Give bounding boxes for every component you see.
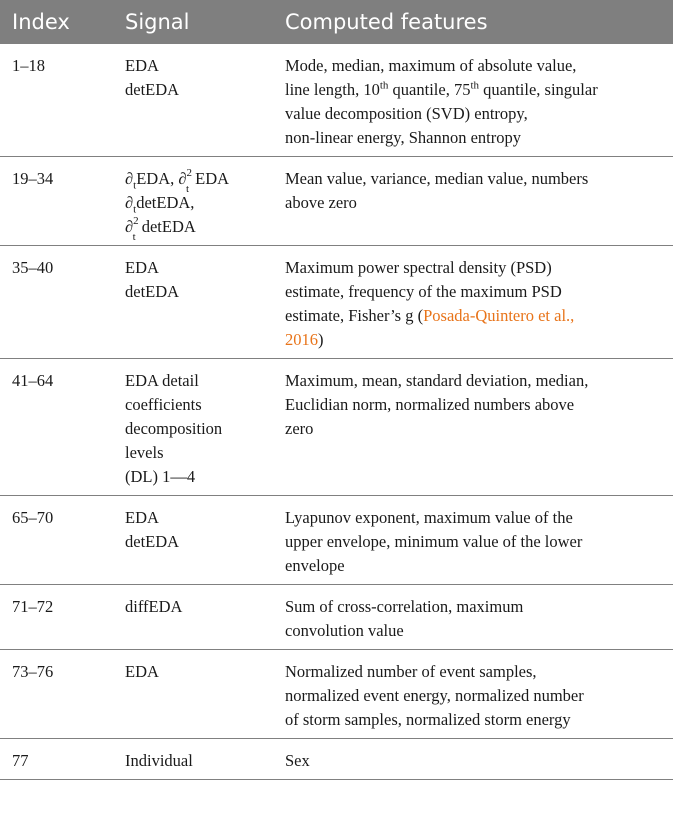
cell-index: 1–18 bbox=[0, 44, 113, 157]
header-features: Computed features bbox=[273, 0, 673, 44]
cell-signal: EDA bbox=[113, 650, 273, 739]
cell-features: Lyapunov exponent, maximum value of the upper envelope, minimum value of the lower envelope bbox=[273, 496, 673, 585]
cell-index: 77 bbox=[0, 739, 113, 780]
table-row bbox=[0, 157, 673, 246]
cell-signal: diffEDA bbox=[113, 585, 273, 650]
citation-link[interactable]: Posada-Quintero et al., bbox=[423, 306, 575, 325]
citation-link-year[interactable]: 2016 bbox=[285, 330, 318, 349]
table-row bbox=[0, 44, 673, 157]
cell-features: Sum of cross-correlation, maximum convolution value bbox=[273, 585, 673, 650]
cell-features: Mode, median, maximum of absolute value, line length, 10th quantile, 75th quantile, singular value decomposition (SVD) entropy, non-linear energy, Shannon entropy bbox=[273, 44, 673, 157]
cell-features: Mean value, variance, median value, numbers above zero bbox=[273, 157, 673, 246]
cell-index: 19–34 bbox=[0, 157, 113, 246]
cell-index: 65–70 bbox=[0, 496, 113, 585]
table-row bbox=[0, 359, 673, 496]
cell-index: 35–40 bbox=[0, 246, 113, 359]
cell-signal: EDA detEDA bbox=[113, 246, 273, 359]
table-row bbox=[0, 650, 673, 739]
cell-index: 73–76 bbox=[0, 650, 113, 739]
cell-features: Normalized number of event samples, normalized event energy, normalized number of storm samples, normalized storm energy bbox=[273, 650, 673, 739]
table-row bbox=[0, 496, 673, 585]
cell-features: Maximum, mean, standard deviation, median, Euclidian norm, normalized numbers above zero bbox=[273, 359, 673, 496]
table-row bbox=[0, 585, 673, 650]
cell-index: 71–72 bbox=[0, 585, 113, 650]
cell-features: Maximum power spectral density (PSD) estimate, frequency of the maximum PSD estimate, Fisher’s g (Posada-Quintero et al., 2016) bbox=[273, 246, 673, 359]
table-row bbox=[0, 246, 673, 359]
cell-signal: EDA detail coefficients decomposition levels (DL) 1—4 bbox=[113, 359, 273, 496]
header-signal: Signal bbox=[113, 0, 273, 44]
cell-index: 41–64 bbox=[0, 359, 113, 496]
cell-signal: EDA detEDA bbox=[113, 44, 273, 157]
cell-signal: Individual bbox=[113, 739, 273, 780]
table-row bbox=[0, 739, 673, 780]
cell-features: Sex bbox=[273, 739, 673, 780]
header-index: Index bbox=[0, 0, 113, 44]
cell-signal: $\partial_tEDA$, ∂$^2_t$EDA $\partial_tdetEDA$, ∂$^2_t$detEDA bbox=[113, 157, 273, 246]
table-header-row bbox=[0, 0, 673, 44]
cell-signal: EDA detEDA bbox=[113, 496, 273, 585]
